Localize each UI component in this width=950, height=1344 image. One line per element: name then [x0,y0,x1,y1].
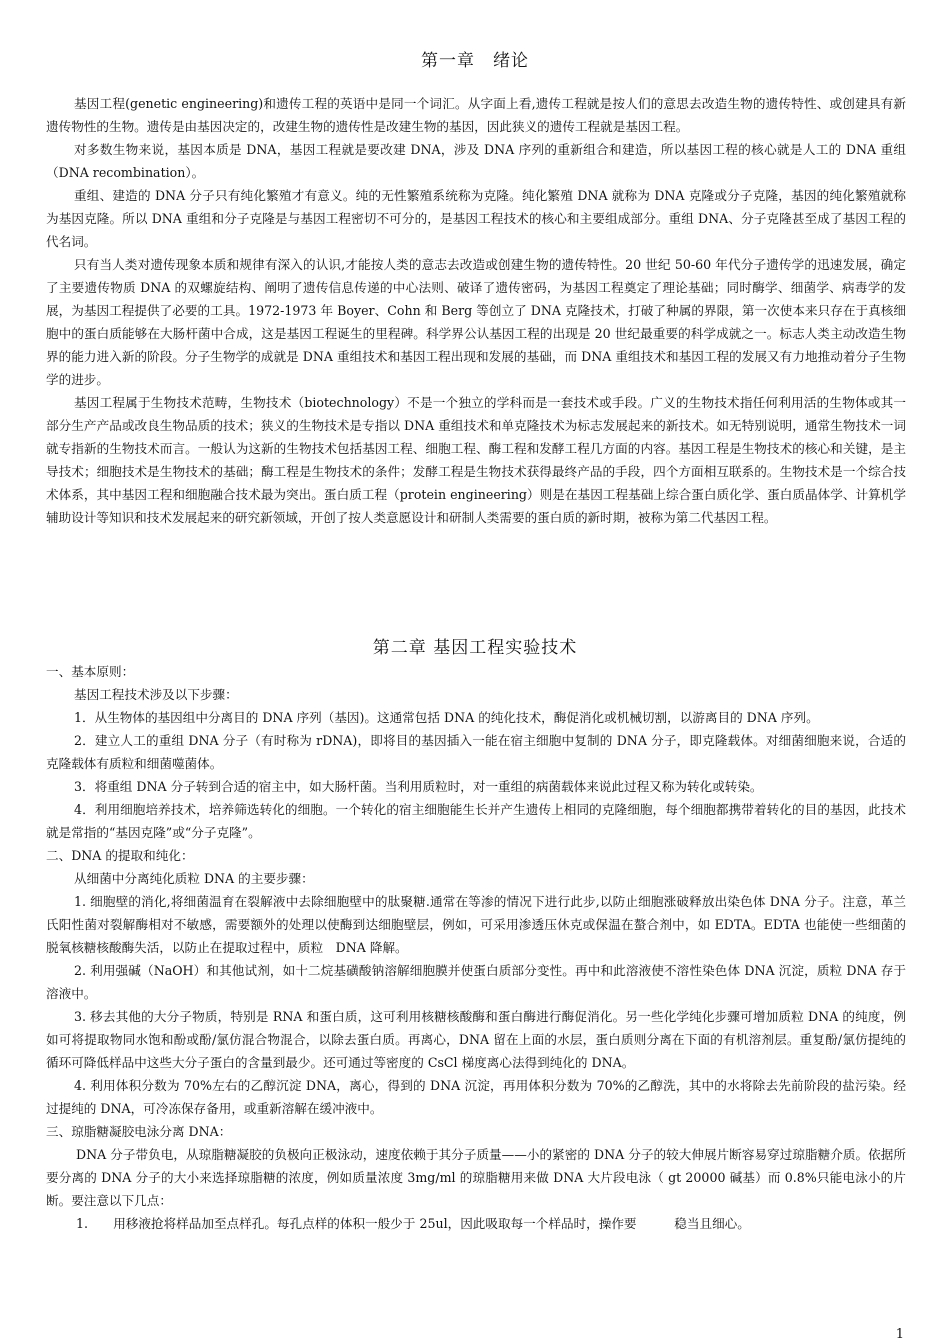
list-item: 4．利用细胞培养技术，培养筛选转化的细胞。一个转化的宿主细胞能生长并产生遗传上相同的克隆细胞，每个细胞都携带着转化的目的基因，此技术就是常指的“基因克隆”或“分子克隆”。 [46,802,906,840]
section-intro: 从细菌中分离纯化质粒 DNA 的主要步骤： [74,871,314,886]
section-heading: 三、琼脂糖凝胶电泳分离 DNA： [46,1124,232,1139]
paragraph: 只有当人类对遗传现象本质和规律有深入的认识,才能按人类的意志去改造或创建生物的遗传特性。20 世纪 50-60 年代分子遗传学的迅速发展，确定了主要遗传物质 DNA 的双螺旋结构、阐明了遗传信息传递的中心法则、破译了遗传密码，为基因工程奠定了理论基础；同时酶学、细菌学、病毒学的发展，为基因工程提供了必要的工具。1972-1973 年 Boyer、Cohn 和 Berg 等创立了 DNA 克隆技术，打破了种属的界限，第一次使本来只存在于真核细胞中的蛋白质能够在大肠杆菌中合成，这是基因工程诞生的里程碑。科学界公认基因工程的出现是 20 世纪最重要的科学成就之一。标志人类主动改造生物界的能力进入新的阶段。分子生物学的成就是 DNA 重组技术和基因工程出现和发展的基础，而 DNA 重组技术和基因工程的发展又有力地推动着分子生物学的进步。 [46,257,906,387]
paragraph: DNA 分子带负电，从琼脂糖凝胶的负极向正极泳动，速度依赖于其分子质量——小的紧密的 DNA 分子的较大伸展片断容易穿过琼脂糖介质。依据所要分离的 DNA 分子的大小来选择琼脂糖的浓度，例如质量浓度 3mg/ml 的琼脂糖用来做 DNA 大片段电泳（ gt 20000 碱基）而 0.8%只能电泳小的片断。要注意以下几点： [46,1147,906,1208]
paragraph: 基因工程属于生物技术范畴，生物技术（biotechnology）不是一个独立的学科而是一套技术或手段。广义的生物技术指任何利用活的生物体或其一部分生产产品或改良生物品质的技术；狭义的生物技术是专指以 DNA 重组技术和单克隆技术为标志发展起来的新技术。如无特别说明，通常生物技术一词就专指新的生物技术而言。一般认为这新的生物技术包括基因工程、细胞工程、酶工程和发酵工程几方面的内容。基因工程是生物技术的核心和关键，是主导技术；细胞技术是生物技术的基础；酶工程是生物技术的条件；发酵工程是生物技术获得最终产品的手段，四个方面相互联系的。生物技术是一个综合技术体系，其中基因工程和细胞融合技术最为突出。蛋白质工程（protein engineering）则是在基因工程基础上综合蛋白质化学、蛋白质晶体学、计算机学辅助设计等知识和技术发展起来的研究新领域，开创了按人类意愿设计和研制人类需要的蛋白质的新时期，被称为第二代基因工程。 [46,395,906,525]
chapter2-body [46,660,906,1235]
section-intro: 基因工程技术涉及以下步骤： [74,687,238,702]
list-item: 1．从生物体的基因组中分离目的 DNA 序列（基因)。这通常包括 DNA 的纯化技术，酶促消化或机械切割，以游离目的 DNA 序列。 [74,710,819,725]
page-number: 1 [895,1327,904,1342]
section-heading: 一、基本原则： [46,664,135,679]
section-heading: 二、DNA 的提取和纯化： [46,848,194,863]
list-item: 1. 用移液抢将样品加至点样孔。每孔点样的体积一般少于 25ul，因此吸取每一个样品时，操作要 稳当且细心。 [76,1216,750,1231]
paragraph: 基因工程(genetic engineering)和遗传工程的英语中是同一个词汇。从字面上看,遗传工程就是按人们的意思去改造生物的遗传特性、或创建具有新遗传物性的生物。遗传是由基因决定的，改建生物的遗传性是改建生物的基因，因此狭义的遗传工程就是基因工程。 [46,96,906,134]
list-item: 2．建立人工的重组 DNA 分子（有时称为 rDNA)，即将目的基因插入一能在宿主细胞中复制的 DNA 分子，即克隆载体。对细菌细胞来说，合适的克隆载体有质粒和细菌噬菌体。 [46,733,906,771]
list-item: 3. 移去其他的大分子物质，特别是 RNA 和蛋白质，这可利用核糖核酸酶和蛋白酶进行酶促消化。另一些化学纯化步骤可增加质粒 DNA 的纯度，例如可将提取物同水饱和酚或酚/氯仿混合物混合，以除去蛋白质。再离心，DNA 留在上面的水层，蛋白质则分离在下面的有机溶剂层。重复酚/氯仿提纯的循环可降低样品中这些大分子蛋白的含量到最少。还可通过等密度的 CsCl 梯度离心法得到纯化的 DNA。 [46,1009,906,1070]
list-item: 3．将重组 DNA 分子转到合适的宿主中，如大肠杆菌。当利用质粒时，对一重组的病菌载体来说此过程又称为转化或转染。 [74,779,763,794]
paragraph: 重组、建造的 DNA 分子只有纯化繁殖才有意义。纯的无性繁殖系统称为克隆。纯化繁殖 DNA 就称为 DNA 克隆或分子克隆，基因的纯化繁殖就称为基因克隆。所以 DNA 重组和分子克隆是与基因工程密切不可分的，是基因工程技术的核心和主要组成部分。重组 DNA、分子克隆甚至成了基因工程的代名词。 [46,188,906,249]
chapter1-title: 第一章 绪论 [421,51,529,71]
paragraph: 对多数生物来说，基因本质是 DNA，基因工程就是要改建 DNA，涉及 DNA 序列的重新组合和建造，所以基因工程的核心就是人工的 DNA 重组（DNA recombination）。 [46,142,906,180]
chapter1-body [46,92,906,529]
list-item: 2. 利用强碱（NaOH）和其他试剂，如十二烷基磺酸钠溶解细胞膜并使蛋白质部分变性。再中和此溶液使不溶性染色体 DNA 沉淀，质粒 DNA 存于溶液中。 [46,963,906,1001]
list-item: 1. 细胞壁的消化,将细菌温育在裂解液中去除细胞壁中的肽聚糖.通常在等渗的情况下进行此步,以防止细胞涨破释放出染色体 DNA 分子。注意，革兰氏阳性菌对裂解酶相对不敏感，需要额外的处理以使酶到达细胞壁层，例如，可采用渗透压休克或保温在螯合剂中，如 EDTA。EDTA 也能使一些细菌的脱氧核糖核酸酶失活，以防止在提取过程中，质粒 DNA 降解。 [46,894,906,955]
chapter2-title: 第二章 基因工程实验技术 [372,638,578,658]
list-item: 4. 利用体积分数为 70%左右的乙醇沉淀 DNA，离心，得到的 DNA 沉淀，再用体积分数为 70%的乙醇洗，其中的水将除去先前阶段的盐污染。经过提纯的 DNA，可冷冻保存备用，或重新溶解在缓冲液中。 [46,1078,906,1116]
